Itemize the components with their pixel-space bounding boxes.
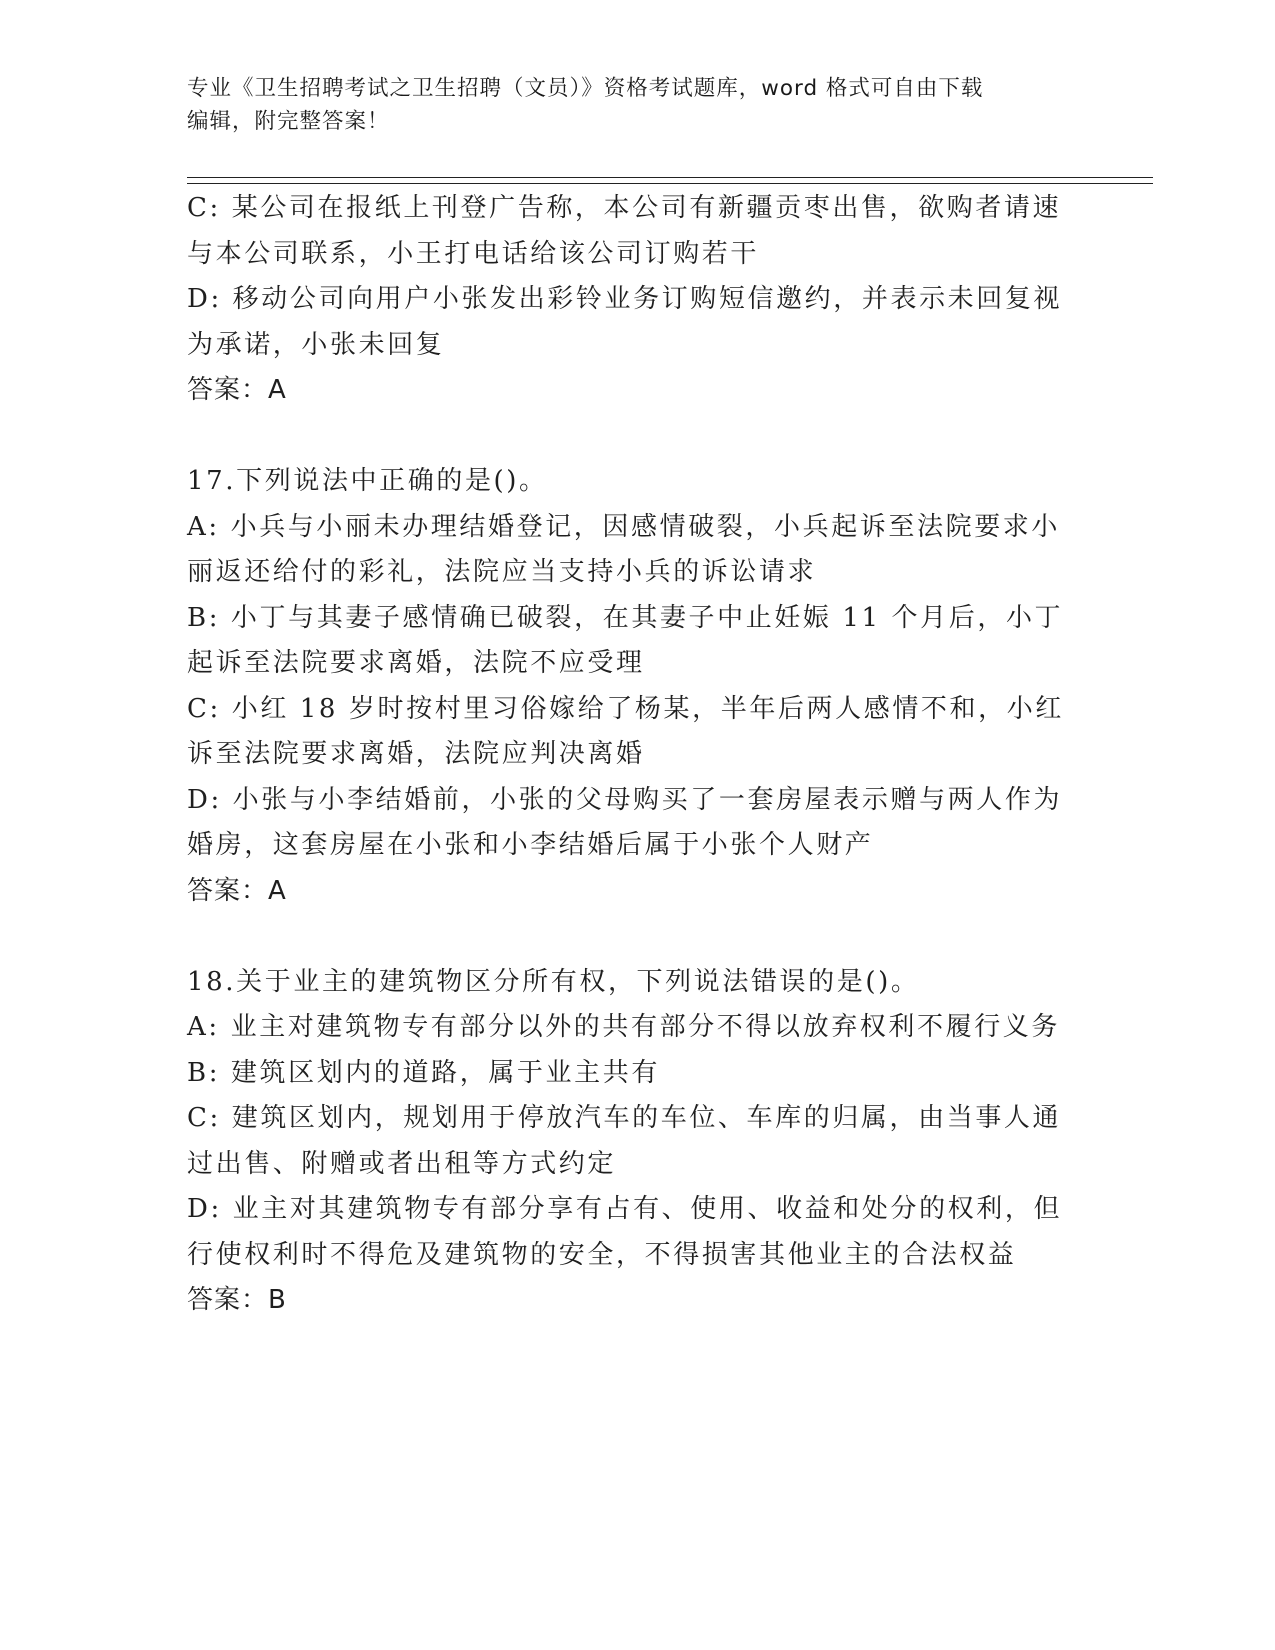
option-c-line-2: 过出售、附赠或者出租等方式约定 <box>187 1148 617 1179</box>
document-header <box>187 72 1067 138</box>
option-a-line-1: A: 小兵与小丽未办理结婚登记，因感情破裂，小兵起诉至法院要求小 <box>187 511 1061 542</box>
answer-label: 答案：A <box>187 375 287 405</box>
answer-label: 答案：B <box>187 1285 287 1315</box>
option-a-line-1: A: 业主对建筑物专有部分以外的共有部分不得以放弃权利不履行义务 <box>187 1012 1061 1042</box>
block-spacer <box>187 914 1087 960</box>
question-stem: 18.关于业主的建筑物区分所有权，下列说法错误的是()。 <box>187 966 920 997</box>
option-c-line-2: 与本公司联系，小王打电话给该公司订购若干 <box>187 238 760 269</box>
option-d-line-2: 婚房，这套房屋在小张和小李结婚后属于小张个人财产 <box>187 830 874 860</box>
header-line-2: 编辑，附完整答案！ <box>187 109 390 134</box>
question-stem: 17.下列说法中正确的是()。 <box>187 466 548 496</box>
option-b-line-1: B: 小丁与其妻子感情确已破裂，在其妻子中止妊娠 11 个月后，小丁 <box>187 602 1064 633</box>
question-content <box>187 186 1087 1324</box>
header-divider-bottom <box>187 183 1153 184</box>
option-a-line-2: 丽返还给付的彩礼，法院应当支持小兵的诉讼请求 <box>187 557 817 587</box>
option-d-line-1: D: 移动公司向用户小张发出彩铃业务订购短信邀约，并表示未回复视 <box>187 284 1063 314</box>
question-block-17 <box>187 459 1087 914</box>
option-b-line-2: 起诉至法院要求离婚，法院不应受理 <box>187 648 645 678</box>
answer-label: 答案：A <box>187 875 287 906</box>
option-d-line-1: D: 业主对其建筑物专有部分享有占有、使用、收益和处分的权利，但 <box>187 1194 1063 1224</box>
option-c-line-1: C: 建筑区划内，规划用于停放汽车的车位、车库的归属，由当事人通 <box>187 1103 1062 1133</box>
option-c-line-1: C: 小红 18 岁时按村里习俗嫁给了杨某，半年后两人感情不和，小红 <box>187 693 1064 724</box>
option-b-line-1: B: 建筑区划内的道路，属于业主共有 <box>187 1057 660 1088</box>
option-c-line-1: C: 某公司在报纸上刊登广告称，本公司有新疆贡枣出售，欲购者请速 <box>187 193 1062 223</box>
option-d-line-2: 行使权利时不得危及建筑物的安全，不得损害其他业主的合法权益 <box>187 1239 1017 1270</box>
option-d-line-1: D: 小张与小李结婚前，小张的父母购买了一套房屋表示赠与两人作为 <box>187 784 1063 815</box>
question-block-16 <box>187 186 1087 414</box>
header-divider-top <box>187 177 1153 178</box>
header-line-1: 专业《卫生招聘考试之卫生招聘（文员）》资格考试题库，word 格式可自由下载 <box>187 76 984 101</box>
block-spacer <box>187 414 1087 460</box>
question-block-18 <box>187 960 1087 1324</box>
option-d-line-2: 为承诺，小张未回复 <box>187 329 445 360</box>
option-c-line-2: 诉至法院要求离婚，法院应判决离婚 <box>187 739 645 769</box>
